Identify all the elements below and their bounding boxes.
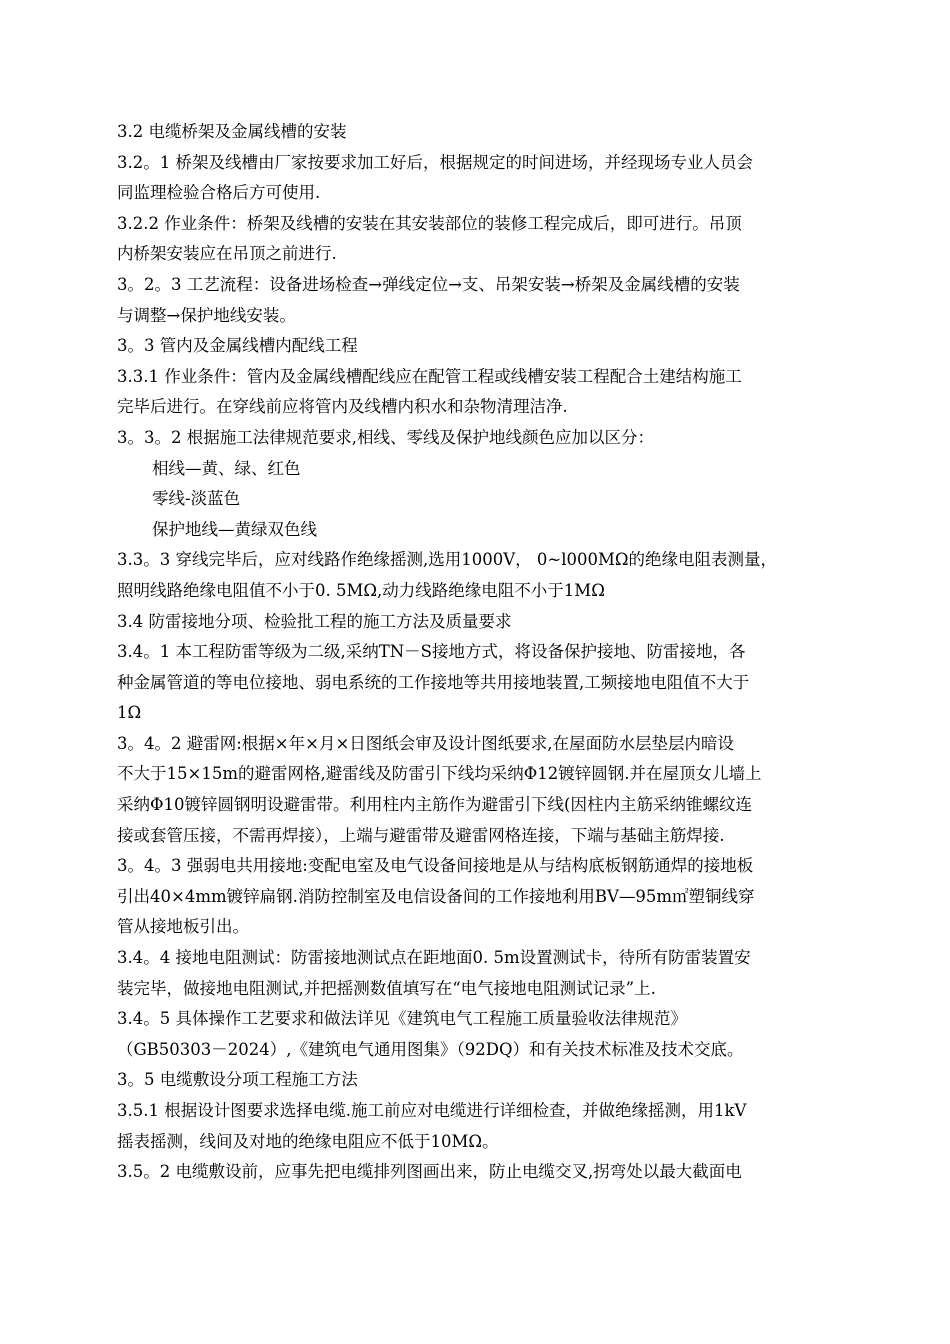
paragraph-line: 3.5.1 根据设计图要求选择电缆.施工前应对电缆进行详细检查，并做绝缘摇测，用1kV bbox=[117, 1101, 747, 1120]
section-heading: 3.4 防雷接地分项、检验批工程的施工方法及质量要求 bbox=[117, 611, 512, 631]
paragraph-line: 管从接地板引出。 bbox=[117, 917, 249, 937]
paragraph-line: 同监理检验合格后方可使用. bbox=[117, 183, 321, 203]
paragraph-line: 摇表摇测，线间及对地的绝缘电阻应不低于10MΩ。 bbox=[117, 1131, 499, 1151]
paragraph-line: 1Ω bbox=[117, 703, 142, 723]
list-item: 保护地线—黄绿双色线 bbox=[152, 519, 317, 539]
paragraph-line: 3.2.2 作业条件：桥架及线槽的安装在其安装部位的装修工程完成后，即可进行。吊顶 bbox=[117, 213, 742, 233]
document-body bbox=[117, 117, 850, 1188]
paragraph-line: 完毕后进行。在穿线前应将管内及线槽内积水和杂物清理洁净. bbox=[117, 397, 568, 417]
paragraph-line: 3。4。2 避雷网:根据×年×月×日图纸会审及设计图纸要求,在屋面防水层垫层内暗设 bbox=[117, 733, 735, 753]
paragraph-line: 不大于15×15m的避雷网格,避雷线及防雷引下线均采纳Φ12镀锌圆钢.并在屋顶女儿墙上 bbox=[117, 764, 762, 784]
paragraph-line: 3.3.1 作业条件：管内及金属线槽配线应在配管工程或线槽安装工程配合土建结构施工 bbox=[117, 366, 742, 386]
paragraph-line: 3。3。2 根据施工法律规范要求,相线、零线及保护地线颜色应加以区分： bbox=[117, 427, 654, 447]
list-item: 相线—黄、绿、红色 bbox=[152, 458, 301, 478]
section-heading: 3。3 管内及金属线槽内配线工程 bbox=[117, 336, 358, 356]
paragraph-line: 与调整→保护地线安装。 bbox=[117, 305, 296, 325]
paragraph-line: 3。4。3 强弱电共用接地:变配电室及电气设备间接地是从与结构底板钢筋通焊的接地板 bbox=[117, 856, 754, 876]
paragraph-line: 内桥架安装应在吊顶之前进行. bbox=[117, 244, 337, 264]
paragraph-line: 3.3。3 穿线完毕后，应对线路作绝缘摇测,选用1000V， 0~l000MΩ的绝缘电阻表测量， bbox=[117, 550, 778, 570]
paragraph-line: 3.2。1 桥架及线槽由厂家按要求加工好后，根据规定的时间进场，并经现场专业人员会 bbox=[117, 152, 753, 172]
paragraph-line: 3.4。5 具体操作工艺要求和做法详见《建筑电气工程施工质量验收法律规范》 bbox=[117, 1009, 687, 1029]
section-heading: 3.2 电缆桥架及金属线槽的安装 bbox=[117, 122, 347, 141]
section-heading: 3。5 电缆敷设分项工程施工方法 bbox=[117, 1070, 358, 1090]
list-item: 零线-淡蓝色 bbox=[152, 489, 241, 509]
paragraph-line: 3。2。3 工艺流程：设备进场检查→弹线定位→支、吊架安装→桥架及金属线槽的安装 bbox=[117, 274, 740, 294]
paragraph-line: 3.4。4 接地电阻测试：防雷接地测试点在距地面0. 5m设置测试卡，待所有防雷装置安 bbox=[117, 948, 751, 968]
paragraph-line: 接或套管压接，不需再焊接），上端与避雷带及避雷网格连接，下端与基础主筋焊接. bbox=[117, 825, 725, 845]
paragraph-line: 采纳Φ10镀锌圆钢明设避雷带。利用柱内主筋作为避雷引下线(因柱内主筋采纳锥螺纹连 bbox=[117, 795, 752, 815]
paragraph-line: （GB50303－2024）,《建筑电气通用图集》（92DQ）和有关技术标准及技术交底。 bbox=[117, 1039, 744, 1059]
paragraph-line: 照明线路绝缘电阻值不小于0. 5MΩ,动力线路绝缘电阻不小于1MΩ bbox=[117, 580, 605, 600]
paragraph-line: 3.5。2 电缆敷设前，应事先把电缆排列图画出来，防止电缆交叉,拐弯处以最大截面电 bbox=[117, 1162, 742, 1182]
paragraph-line: 装完毕，做接地电阻测试,并把摇测数值填写在“电气接地电阻测试记录”上. bbox=[117, 978, 656, 998]
paragraph-line: 种金属管道的等电位接地、弱电系统的工作接地等共用接地装置,工频接地电阻值不大于 bbox=[117, 672, 750, 692]
paragraph-line: 引出40×4mm镀锌扁钢.消防控制室及电信设备间的工作接地利用BV—95m㎡塑铜线穿 bbox=[117, 886, 755, 906]
paragraph-line: 3.4。1 本工程防雷等级为二级,采纳TN－S接地方式，将设备保护接地、防雷接地，各 bbox=[117, 642, 746, 662]
